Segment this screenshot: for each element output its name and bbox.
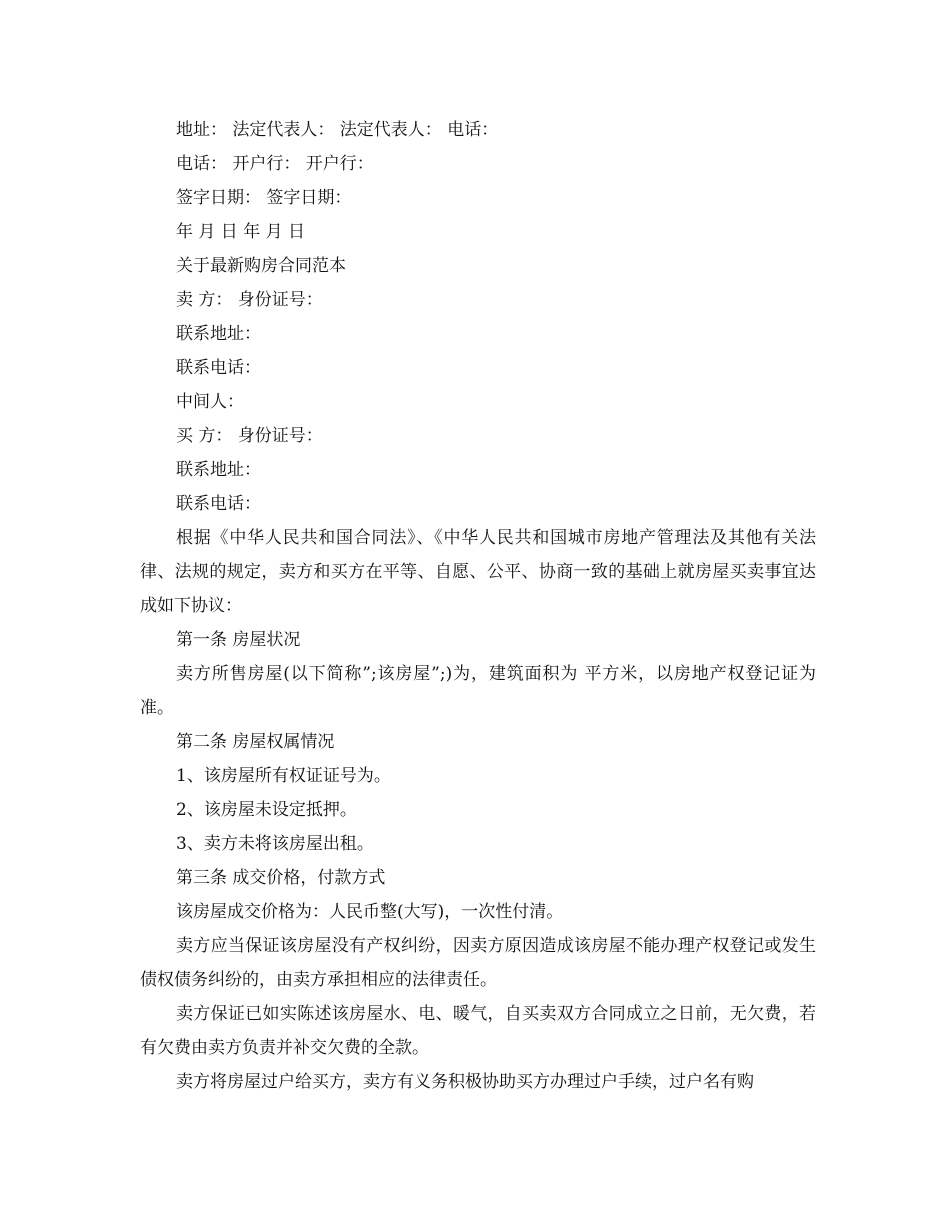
article-2-item-2: 2、该房屋未设定抵押。	[176, 800, 357, 820]
intro-paragraph: 根据《中华人民共和国合同法》、《中华人民共和国城市房地产管理法及其他有关法律、法规的规定，卖方和买方在平等、自愿、公平、协商一致的基础上就房屋买卖事宜达成如下协议：	[140, 528, 816, 616]
article-1-body: 卖方所售房屋(以下简称”;该房屋”;)为，建筑面积为 平方米，以房地产权登记证为准。	[140, 664, 816, 718]
article-2-title: 第二条 房屋权属情况	[176, 732, 335, 752]
document-body	[140, 113, 816, 1099]
seller-address-line: 联系地址：	[176, 324, 261, 344]
article-3-paragraph-1: 卖方应当保证该房屋没有产权纠纷，因卖方原因造成该房屋不能办理产权登记或发生债权债务纠纷的，由卖方承担相应的法律责任。	[140, 936, 816, 990]
signature-address-line: 地址： 法定代表人： 法定代表人： 电话：	[176, 120, 499, 140]
seller-line: 卖 方： 身份证号：	[176, 290, 323, 310]
article-3-paragraph-3: 卖方将房屋过户给买方，卖方有义务积极协助买方办理过户手续，过户名有购	[176, 1072, 754, 1092]
signature-date-line: 签字日期： 签字日期：	[176, 188, 352, 208]
intermediary-line: 中间人：	[176, 392, 244, 412]
article-3-title: 第三条 成交价格，付款方式	[176, 868, 386, 888]
signature-ymd-line: 年 月 日 年 月 日	[176, 222, 306, 242]
article-3-paragraph-2: 卖方保证已如实陈述该房屋水、电、暖气，自买卖双方合同成立之日前，无欠费，若有欠费由卖方负责并补交欠费的全款。	[140, 1004, 816, 1058]
seller-phone-line: 联系电话：	[176, 358, 261, 378]
article-2-item-3: 3、卖方未将该房屋出租。	[176, 834, 374, 854]
contract-title: 关于最新购房合同范本	[176, 256, 346, 276]
buyer-line: 买 方： 身份证号：	[176, 426, 323, 446]
article-2-item-1: 1、该房屋所有权证证号为。	[176, 766, 391, 786]
article-1-title: 第一条 房屋状况	[176, 630, 301, 650]
signature-phone-bank-line: 电话： 开户行： 开户行：	[176, 154, 374, 174]
article-3-price: 该房屋成交价格为：人民币整(大写)，一次性付清。	[176, 902, 564, 922]
buyer-phone-line: 联系电话：	[176, 494, 261, 514]
buyer-address-line: 联系地址：	[176, 460, 261, 480]
